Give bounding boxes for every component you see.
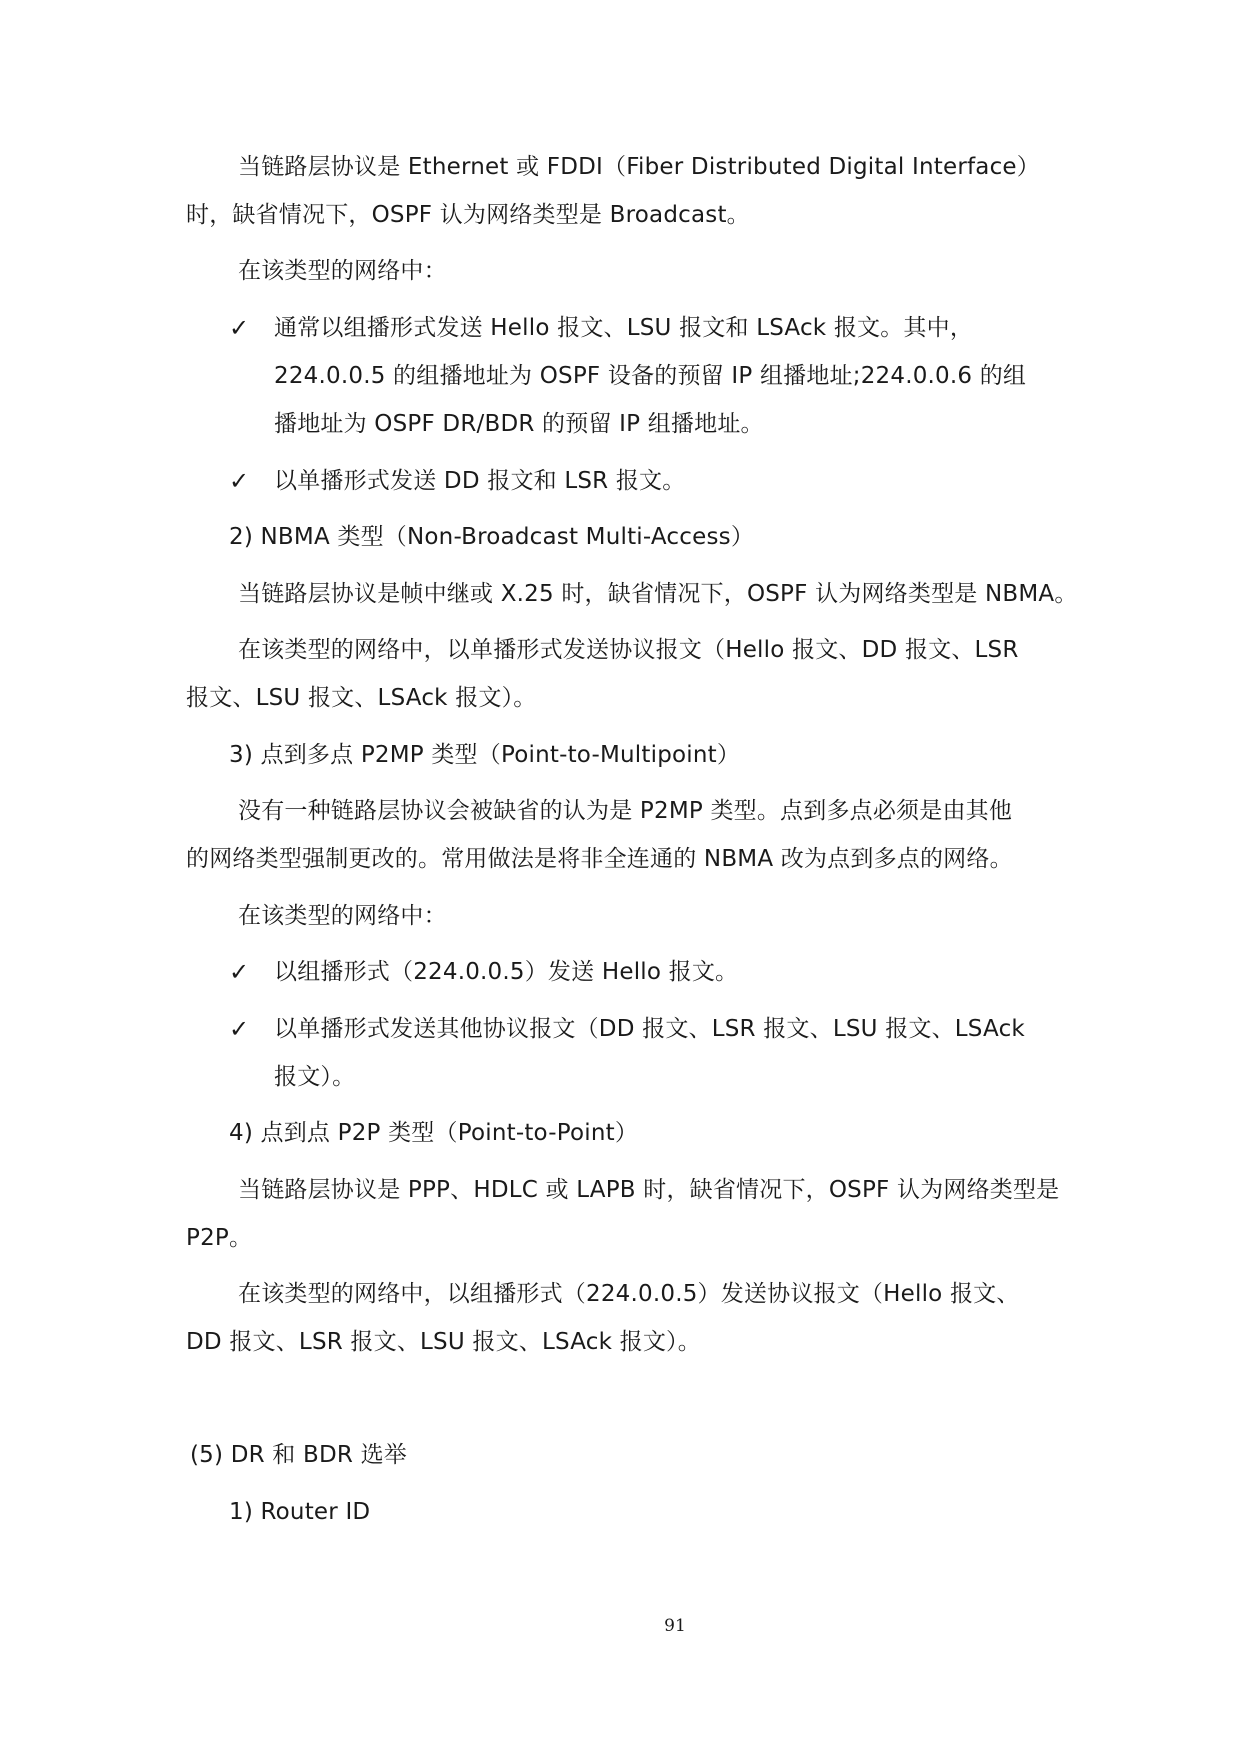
heading-p2mp: 3) 点到多点 P2MP 类型（Point-to-Multipoint） (229, 742, 741, 768)
bullet-line: 播地址为 OSPF DR/BDR 的预留 IP 组播地址。 (274, 411, 764, 437)
paragraph-nbma-line-3: 报文、LSU 报文、LSAck 报文）。 (186, 685, 537, 711)
paragraph-broadcast-line-2: 时，缺省情况下，OSPF 认为网络类型是 Broadcast。 (186, 202, 750, 228)
paragraph-broadcast-line-1: 当链路层协议是 Ethernet 或 FDDI（Fiber Distributed Digital Interface） (238, 154, 1040, 180)
paragraph-in-this-type: 在该类型的网络中： (238, 258, 447, 284)
paragraph-p2p-line-2: P2P。 (186, 1225, 253, 1251)
heading-nbma: 2) NBMA 类型（Non-Broadcast Multi-Access） (229, 524, 755, 550)
paragraph-p2p-line-1: 当链路层协议是 PPP、HDLC 或 LAPB 时，缺省情况下，OSPF 认为网络类型是 (238, 1177, 1060, 1203)
bullet-line: 以单播形式发送 DD 报文和 LSR 报文。 (274, 468, 686, 494)
page-number: 91 (664, 1616, 686, 1636)
section-heading-dr-bdr: (5) DR 和 BDR 选举 (190, 1442, 407, 1468)
check-mark-icon: ✓ (229, 1015, 250, 1043)
bullet-line: 报文）。 (274, 1064, 356, 1090)
heading-router-id: 1) Router ID (229, 1499, 371, 1525)
paragraph-nbma-line-2: 在该类型的网络中，以单播形式发送协议报文（Hello 报文、DD 报文、LSR (238, 637, 1019, 663)
paragraph-p2mp-line-2: 的网络类型强制更改的。常用做法是将非全连通的 NBMA 改为点到多点的网络。 (186, 846, 1013, 872)
bullet-line: 224.0.0.5 的组播地址为 OSPF 设备的预留 IP 组播地址;224.0.0.6 的组 (274, 363, 1027, 389)
heading-p2p: 4) 点到点 P2P 类型（Point-to-Point） (229, 1120, 639, 1146)
bullet-line: 以组播形式（224.0.0.5）发送 Hello 报文。 (274, 959, 739, 985)
paragraph-p2mp-line-1: 没有一种链路层协议会被缺省的认为是 P2MP 类型。点到多点必须是由其他 (238, 798, 1013, 824)
check-mark-icon: ✓ (229, 467, 250, 495)
paragraph-in-this-type: 在该类型的网络中： (238, 903, 447, 929)
check-mark-icon: ✓ (229, 958, 250, 986)
check-mark-icon: ✓ (229, 314, 250, 342)
bullet-line: 通常以组播形式发送 Hello 报文、LSU 报文和 LSAck 报文。其中， (274, 315, 974, 341)
paragraph-nbma-line-1: 当链路层协议是帧中继或 X.25 时，缺省情况下，OSPF 认为网络类型是 NBMA。 (238, 581, 1078, 607)
paragraph-p2p-line-4: DD 报文、LSR 报文、LSU 报文、LSAck 报文）。 (186, 1329, 701, 1355)
paragraph-p2p-line-3: 在该类型的网络中，以组播形式（224.0.0.5）发送协议报文（Hello 报文、 (238, 1281, 1020, 1307)
bullet-line: 以单播形式发送其他协议报文（DD 报文、LSR 报文、LSU 报文、LSAck (274, 1016, 1025, 1042)
